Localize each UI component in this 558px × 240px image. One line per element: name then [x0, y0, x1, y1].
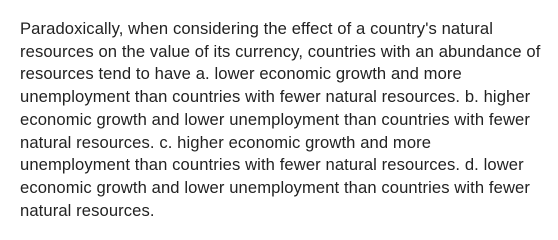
question-text: Paradoxically, when considering the effect of a country's natural resources on the value of its currency, countries with an abundance of resources tend to have a. lower economic growth and more unemployment than countries with fewer natural resources. b. higher economic growth and lower unemployment than countries with fewer natural resources. c. higher economic growth and more unemployment than countries with fewer natural resources. d. lower economic growth and lower unemployment than countries with fewer natural resources.	[20, 19, 541, 220]
